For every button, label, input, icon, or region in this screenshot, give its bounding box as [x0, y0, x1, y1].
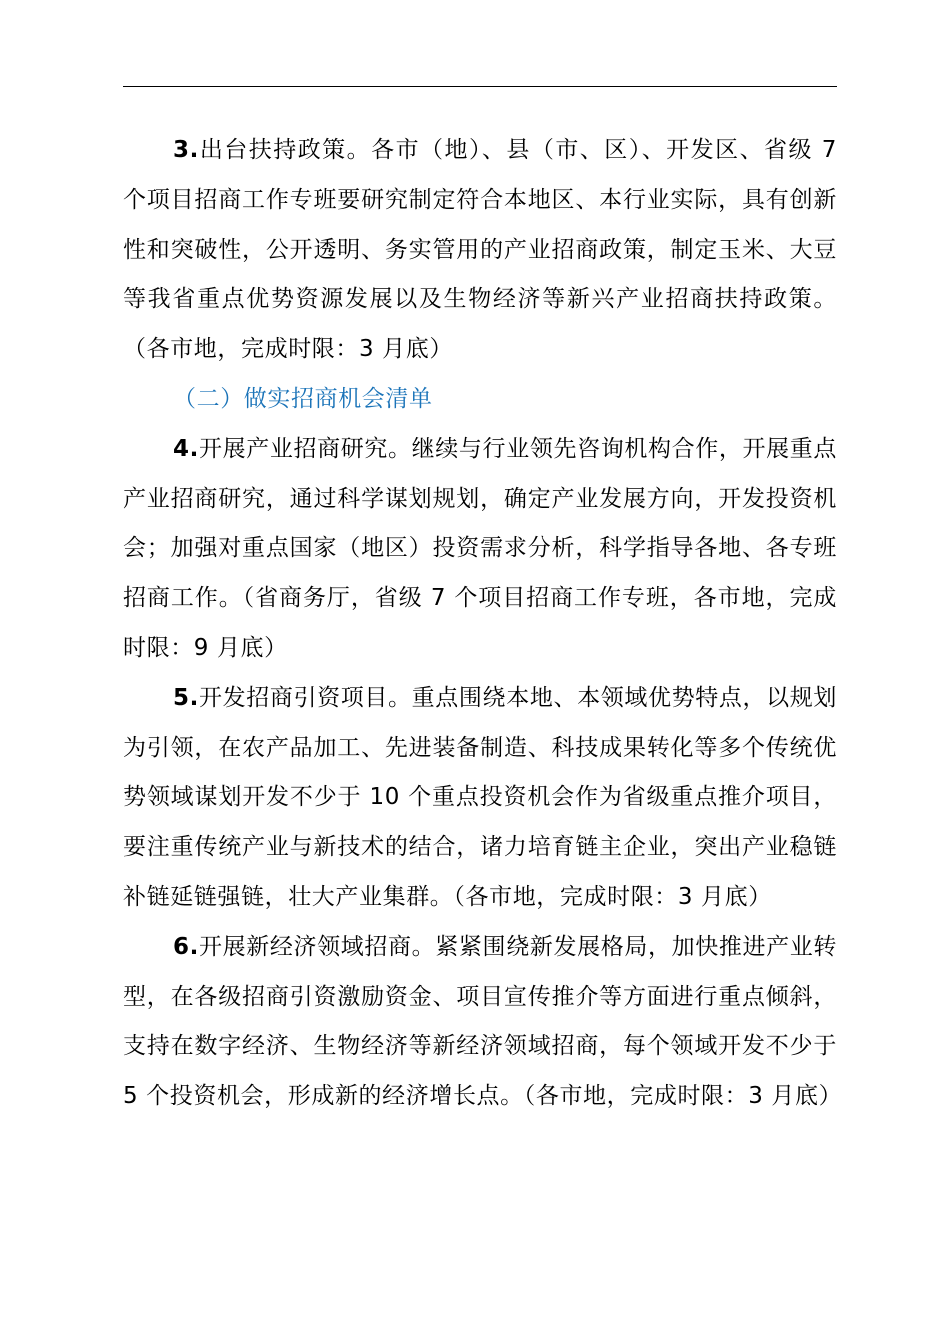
header-rule — [123, 86, 837, 87]
paragraph-item-5 — [123, 674, 837, 923]
item-text: 开发招商引资项目。重点围绕本地、本领域优势特点，以规划为引领，在农产品加工、先进装备制造、科技成果转化等多个传统优势领域谋划开发不少于 10 个重点投资机会作为省级重点推介项目，要注重传统产业与新技术的结合，诸力培育链主企业，突出产业稳链补链延链强链，壮大产业集群。（各市地，完成时限：3 月底） — [123, 684, 837, 910]
paragraph-item-6 — [123, 923, 843, 1122]
item-text: 开展新经济领域招商。紧紧围绕新发展格局，加快推进产业转型，在各级招商引资激励资金、项目宣传推介等方面进行重点倾斜，支持在数字经济、生物经济等新经济领域招商，每个领域开发不少于 5 个投资机会，形成新的经济增长点。（各市地，完成时限：3 月底） — [123, 933, 843, 1110]
item-number: 3. — [173, 137, 199, 163]
item-number: 6. — [173, 933, 199, 960]
paragraph-item-3 — [123, 126, 837, 375]
item-text: 出台扶持政策。各市（地）、县（市、区）、开发区、省级 7 个项目招商工作专班要研究制定符合本地区、本行业实际，具有创新性和突破性，公开透明、务实管用的产业招商政策，制定玉米、大豆等我省重点优势资源发展以及生物经济等新兴产业招商扶持政策。（各市地，完成时限：3 月底） — [123, 137, 837, 363]
item-number: 5. — [173, 684, 199, 711]
item-text: 开展产业招商研究。继续与行业领先咨询机构合作，开展重点产业招商研究，通过科学谋划规划，确定产业发展方向，开发投资机会；加强对重点国家（地区）投资需求分析，科学指导各地、各专班招商工作。（省商务厅，省级 7 个项目招商工作专班，各市地，完成时限：9 月底） — [123, 435, 837, 661]
section-heading: （二）做实招商机会清单 — [173, 385, 433, 412]
document-body — [123, 126, 843, 1122]
paragraph-item-4 — [123, 425, 837, 674]
item-number: 4. — [173, 435, 199, 462]
